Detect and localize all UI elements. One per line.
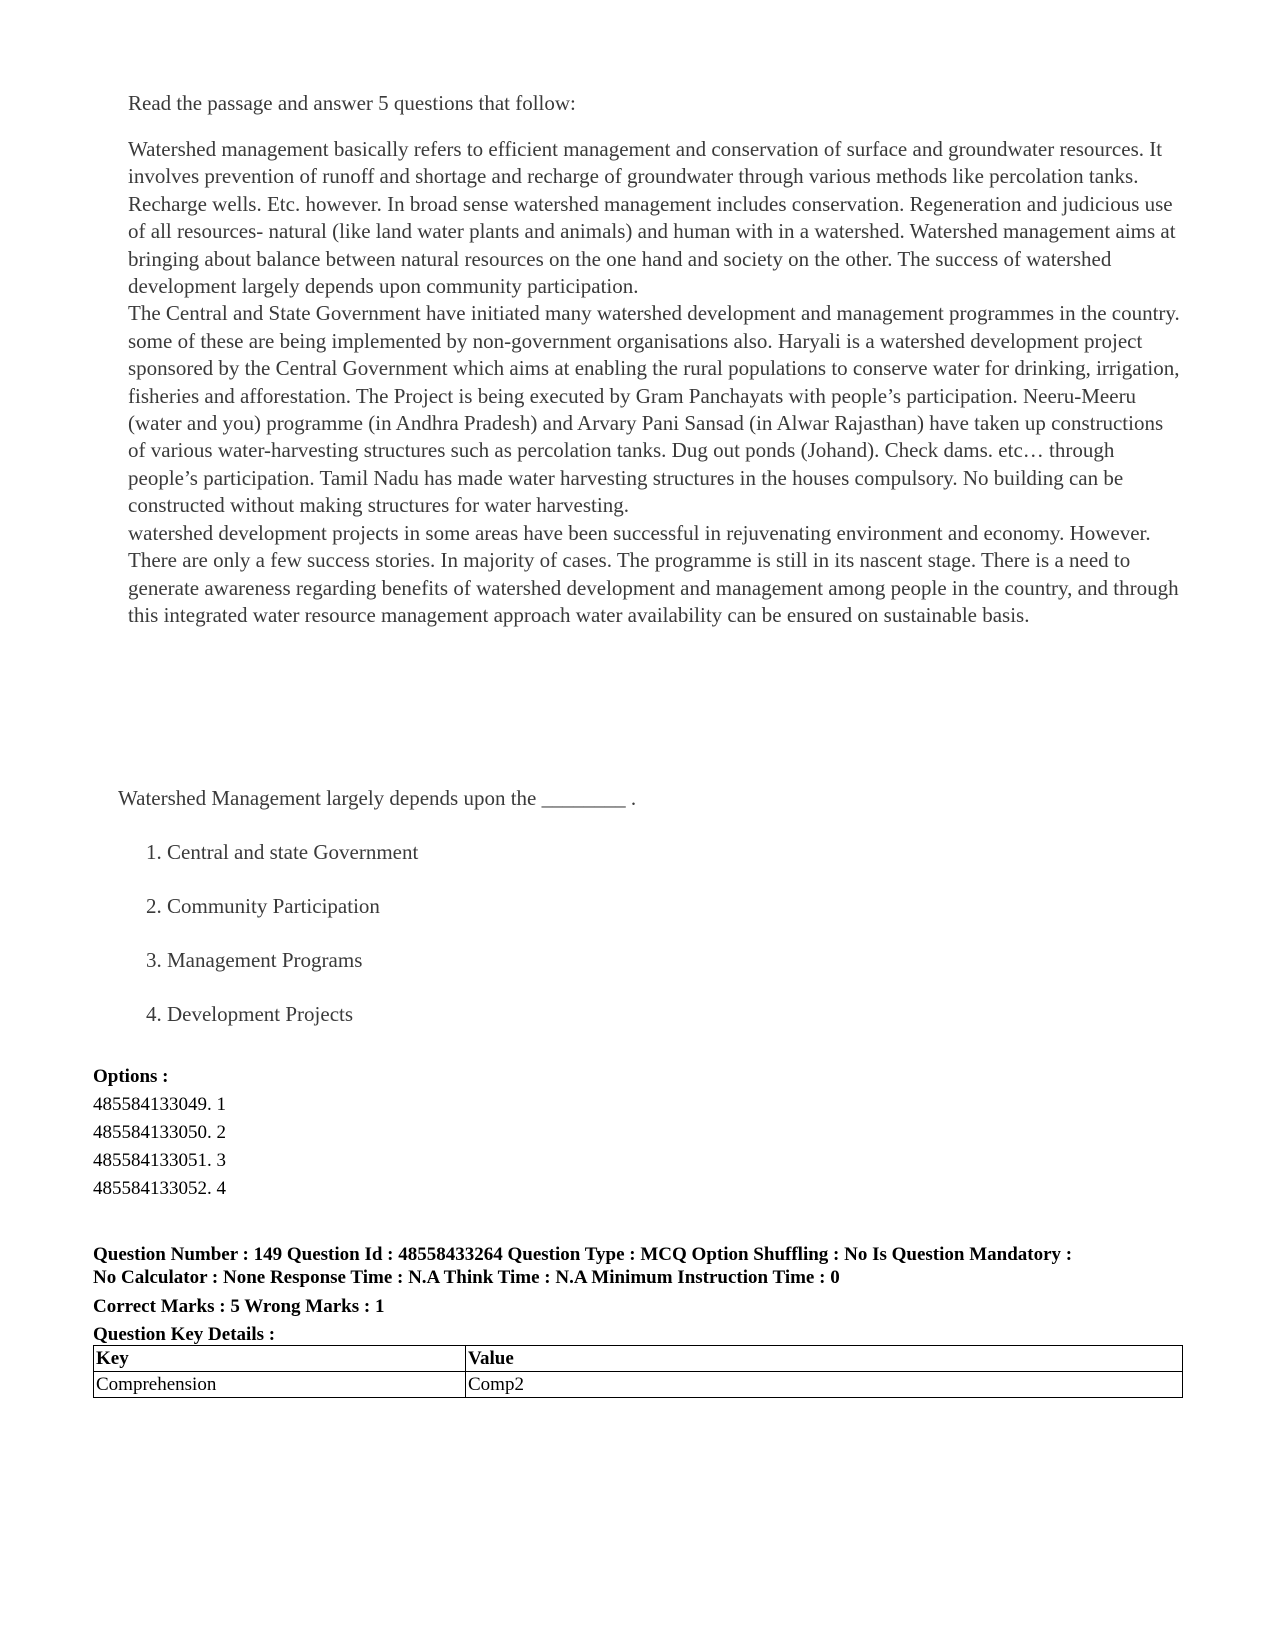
question-stem: Watershed Management largely depends upon the ________ . <box>118 786 637 810</box>
question-choice-1: 1. Central and state Government <box>146 840 419 864</box>
options-list <box>93 1063 1183 1203</box>
options-heading: Options : <box>93 1066 169 1087</box>
passage-intro: Read the passage and answer 5 questions that follow: <box>128 91 576 115</box>
question-details <box>93 1243 1183 1346</box>
passage-paragraph-1: Watershed management basically refers to efficient management and conservation of surface and groundwater resources. It involves prevention of runoff and shortage and recharge of groundwater through various methods like percolation tanks. Recharge wells. Etc. however. In broad sense watershed management includes conservation. Regeneration and judicious use of all resources- natural (like land water plants and animals) and human with in a watershed. Watershed management aims at bringing about balance between natural resources on the one hand and society on the other. The success of watershed development largely depends upon community participation. <box>128 137 1176 299</box>
question-choice-3: 3. Management Programs <box>146 948 363 972</box>
key-details-heading: Question Key Details : <box>93 1324 276 1345</box>
question-meta-line-2: No Calculator : None Response Time : N.A Think Time : N.A Minimum Instruction Time : 0 <box>93 1267 840 1288</box>
question-choice-4: 4. Development Projects <box>146 1002 354 1026</box>
table-cell-key: Comprehension <box>94 1372 466 1398</box>
passage-paragraph-2: The Central and State Government have initiated many watershed development and management programmes in the country. some of these are being implemented by non-government organisations also. Haryali is a watershed development project sponsored by the Central Government which aims at enabling the rural populations to conserve water for drinking, irrigation, fisheries and afforestation. The Project is being executed by Gram Panchayats with people’s participation. Neeru-Meeru (water and you) programme (in Andhra Pradesh) and Arvary Pani Sansad (in Alwar Rajasthan) have taken up constructions of various water-harvesting structures such as percolation tanks. Dug out ponds (Johand). Check dams. etc… through people’s participation. Tamil Nadu has made water harvesting structures in the houses compulsory. No building can be constructed without making structures for water harvesting. <box>128 301 1180 518</box>
question-choice-2: 2. Community Participation <box>146 894 380 918</box>
marks-line: Correct Marks : 5 Wrong Marks : 1 <box>93 1296 385 1317</box>
option-item: 485584133052. 4 <box>93 1178 226 1199</box>
passage-paragraph-3: watershed development projects in some areas have been successful in rejuvenating environment and economy. However. There are only a few success stories. In majority of cases. The programme is still in its nascent stage. There is a need to generate awareness regarding benefits of watershed development and management among people in the country, and through this integrated water resource management approach water availability can be ensured on sustainable basis. <box>128 520 1179 627</box>
table-header-key: Key <box>94 1346 466 1372</box>
table-cell-value: Comp2 <box>466 1372 1183 1398</box>
passage-image <box>120 90 1180 629</box>
option-item: 485584133050. 2 <box>93 1122 226 1143</box>
key-details-table <box>93 1345 1183 1398</box>
option-item: 485584133051. 3 <box>93 1150 226 1171</box>
question-meta-line-1: Question Number : 149 Question Id : 48558433264 Question Type : MCQ Option Shuffling : No Is Question Mandatory : <box>93 1244 1073 1265</box>
table-row <box>94 1372 1183 1398</box>
option-item: 485584133049. 1 <box>93 1094 226 1115</box>
table-header-value: Value <box>466 1346 1183 1372</box>
table-header-row <box>94 1346 1183 1372</box>
question-image <box>118 785 1178 1027</box>
